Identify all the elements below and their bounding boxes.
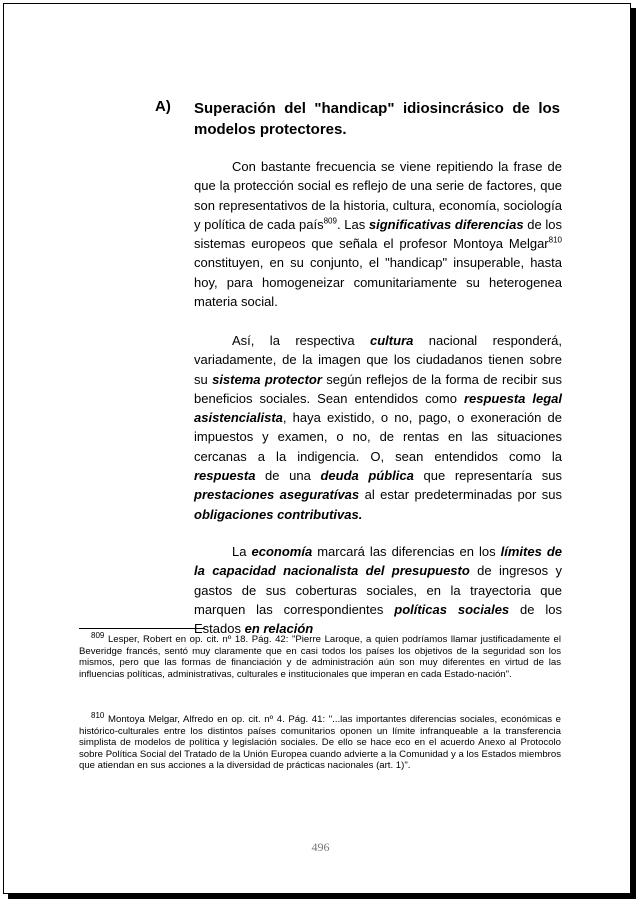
emphasized-text: deuda pública bbox=[320, 468, 414, 484]
footnote-separator bbox=[79, 628, 205, 629]
body-text: de los sistemas europeos que señala el profesor Montoya Melgar bbox=[194, 216, 563, 252]
emphasized-text: respuesta legal asistencialista bbox=[194, 390, 563, 426]
body-text: de ingresos y gastos de sus coberturas sociales, en la trayectoria que marquen las correspondientes bbox=[194, 563, 562, 617]
body-paragraph-3 bbox=[194, 542, 562, 638]
emphasized-text: sistema protector bbox=[212, 371, 322, 387]
body-text: Con bastante frecuencia se viene repitiendo la frase de que la protección social es reflejo de una serie de factores, que son representativos de la historia, cultura, economía, sociología y política de cada país bbox=[194, 159, 562, 232]
emphasized-text: prestaciones aseguratívas bbox=[194, 487, 360, 503]
emphasized-text: políticas sociales bbox=[394, 601, 510, 617]
emphasized-text: cultura bbox=[370, 333, 414, 348]
section-letter: A) bbox=[155, 98, 171, 115]
body-text: de una bbox=[255, 468, 321, 484]
emphasized-text: en relación bbox=[244, 621, 314, 637]
body-text: según reflejos de la forma de recibir sus beneficios sociales. Sean entendidos como bbox=[194, 371, 563, 406]
emphasized-text: obligaciones contributivas. bbox=[194, 506, 363, 522]
footnote-text: Lesper, Robert en op. cit. nº 18. Pág. 42: "Pierre Laroque, a quien podríamos llamar justificadamente el Beveridge francés, sentó muy claramente que en casi todos los países los objetivos de la seguridad son los mismos, pero que las formas de financiación y de administración aún son muy diferentes en virtud de las influencias políticas, administrativas, culturales e institucionales que imperan en cada Estado-nación". bbox=[79, 634, 561, 680]
footnote-text: Montoya Melgar, Alfredo en op. cit. nº 4. Pág. 41: "...las importantes diferencias sociales, económicas e histórico-culturales entre los distintos países comunitarios oponen un límite infranqueable a la transferencia simplista de modelos de política y legislación sociales. De ello se hace eco en el acuerdo Anexo al Protocolo sobre Política Social del Tratado de la Unión Europea cuando advierte a la Comunidad y a los Estados miembros que atiendan en sus acciones a la diversidad de prácticas nacionales (art. 1)". bbox=[79, 714, 562, 772]
body-paragraph-2 bbox=[194, 331, 562, 524]
body-text: marcará las diferencias en los bbox=[312, 544, 501, 559]
page-number: 496 bbox=[311, 840, 330, 854]
footnote-reference: 809 bbox=[323, 216, 337, 226]
page-shadow-right bbox=[631, 8, 636, 899]
emphasized-text: respuesta bbox=[194, 468, 256, 484]
body-text: al estar predeterminadas por sus bbox=[359, 487, 563, 503]
body-text: nacional responderá, variadamente, de la imagen que los ciudadanos tienen sobre su bbox=[194, 333, 562, 387]
body-text: que representaría sus bbox=[413, 468, 562, 484]
body-text: La bbox=[232, 544, 252, 559]
footnote-809 bbox=[79, 630, 561, 680]
page-shadow-bottom bbox=[8, 894, 636, 899]
footnote-number: 809 bbox=[91, 630, 105, 640]
body-text: constituyen, en su conjunto, el "handicap" insuperable, hasta hoy, para homogeneizar comunitariamente su heterogenea materia social. bbox=[194, 255, 562, 310]
section-title: Superación del "handicap" idiosincrásico de los modelos protectores. bbox=[194, 100, 560, 138]
emphasized-text: economía bbox=[251, 544, 313, 559]
body-text: , haya existido, o no, pago, o exoneración de impuestos y examen, o no, de rentas en las situaciones cercanas a la indigencia. O, sean entendidos como la bbox=[194, 410, 562, 464]
emphasized-text: límites de la capacidad nacionalista del presupuesto bbox=[194, 544, 562, 579]
footnote-number: 810 bbox=[91, 710, 105, 720]
body-text: de los Estados bbox=[194, 601, 562, 637]
footnote-810 bbox=[79, 710, 562, 772]
body-text: . Las bbox=[336, 216, 369, 232]
body-text: Así, la respectiva bbox=[232, 333, 371, 348]
emphasized-text: significativas diferencias bbox=[368, 216, 524, 232]
body-paragraph-1 bbox=[194, 157, 562, 311]
footnote-reference: 810 bbox=[548, 235, 562, 245]
